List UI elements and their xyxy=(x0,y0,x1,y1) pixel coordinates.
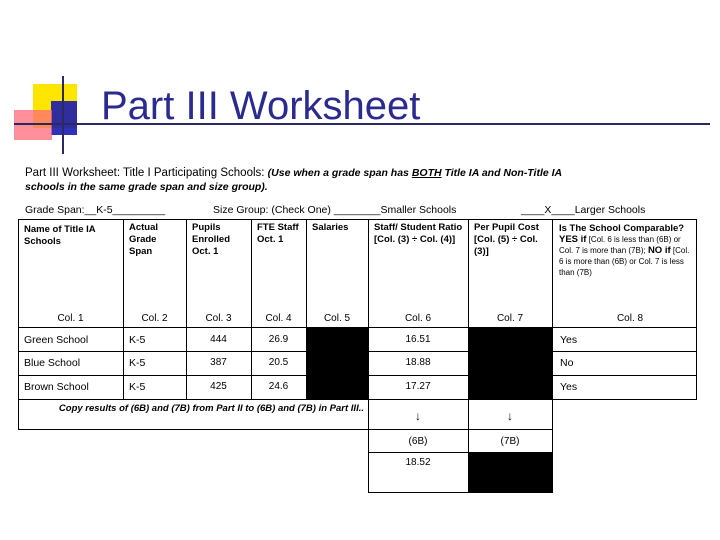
header-staff-student-ratio: Staff/ Student Ratio [Col. (3) ÷ Col. (4)] xyxy=(374,222,463,245)
blacked-out-salaries xyxy=(306,375,368,399)
intro-note: (Use when a grade span has BOTH Title IA and Non-Title IA xyxy=(267,167,563,179)
header-grade-span: Actual Grade Span xyxy=(129,222,159,257)
header-fte-staff: FTE Staff Oct. 1 xyxy=(257,222,299,245)
larger-schools-field: ____X____Larger Schools xyxy=(521,204,646,216)
fte-staff: 24.6 xyxy=(268,381,289,392)
blacked-out-salaries xyxy=(306,327,368,351)
blacked-out-per-pupil-cost xyxy=(468,327,552,351)
size-group-field: Size Group: (Check One) ________Smaller Schools xyxy=(213,204,457,216)
label-6b: (6B) xyxy=(408,436,428,447)
arrow-down-icon: ↓ xyxy=(507,409,513,423)
header-per-pupil-cost: Per Pupil Cost [Col. (5) ÷ Col. (3)] xyxy=(474,222,539,257)
blacked-out-per-pupil-cost xyxy=(468,375,552,399)
school-name: Blue School xyxy=(24,357,81,369)
staff-student-ratio: 17.27 xyxy=(405,381,431,392)
decor-blue-square xyxy=(51,101,77,135)
col-label-2: Col. 2 xyxy=(141,313,168,324)
col-label-1: Col. 1 xyxy=(57,313,84,324)
decor-red-square xyxy=(14,110,52,140)
comparable-value: No xyxy=(560,357,574,369)
arrow-down-icon: ↓ xyxy=(415,409,421,423)
intro-note-continued: schools in the same grade span and size group). xyxy=(25,181,268,193)
grade-span: K-5 xyxy=(129,357,146,369)
pupils-enrolled: 444 xyxy=(210,334,227,345)
fte-staff: 26.9 xyxy=(268,334,289,345)
grade-span: K-5 xyxy=(129,381,146,393)
decor-vertical-line xyxy=(62,76,64,154)
header-salaries: Salaries xyxy=(312,222,349,233)
col-label-7: Col. 7 xyxy=(496,313,524,324)
col-label-8: Col. 8 xyxy=(616,313,644,324)
blacked-out-7b-value xyxy=(468,452,552,493)
col-label-3: Col. 3 xyxy=(205,313,232,324)
col-label-4: Col. 4 xyxy=(265,313,292,324)
header-school-name: Name of Title IA Schools xyxy=(24,224,96,247)
intro-lead: Part III Worksheet: Title I Participating Schools: xyxy=(25,167,268,179)
header-comparable: Is The School Comparable? YES if [Col. 6 is less than (6B) or Col. 7 is more than (7B); NO if [Col. 6 is more than (6B) or Col. 7 is less than (7B) xyxy=(559,223,690,277)
value-6b: 18.52 xyxy=(405,457,431,468)
school-name: Green School xyxy=(24,334,89,346)
col-label-6: Col. 6 xyxy=(404,313,432,324)
page-title: Part III Worksheet xyxy=(101,84,421,128)
staff-student-ratio: 16.51 xyxy=(405,334,431,345)
comparable-value: Yes xyxy=(560,381,578,393)
staff-student-ratio: 18.88 xyxy=(405,357,431,368)
worksheet-intro xyxy=(25,167,562,179)
blacked-out-salaries xyxy=(306,351,368,375)
pupils-enrolled: 387 xyxy=(210,357,227,368)
school-name: Brown School xyxy=(24,381,89,393)
pupils-enrolled: 425 xyxy=(210,381,227,392)
copy-results-note: Copy results of (6B) and (7B) from Part II to (6B) and (7B) in Part III.. xyxy=(58,403,364,414)
header-pupils-enrolled: Pupils Enrolled Oct. 1 xyxy=(192,222,231,257)
grade-span-field: Grade Span:__K-5_________ xyxy=(25,204,166,216)
blacked-out-per-pupil-cost xyxy=(468,351,552,375)
label-7b: (7B) xyxy=(500,436,520,447)
fte-staff: 20.5 xyxy=(268,357,289,368)
grade-span: K-5 xyxy=(129,334,146,346)
comparable-value: Yes xyxy=(560,334,578,346)
col-label-5: Col. 5 xyxy=(323,313,351,324)
